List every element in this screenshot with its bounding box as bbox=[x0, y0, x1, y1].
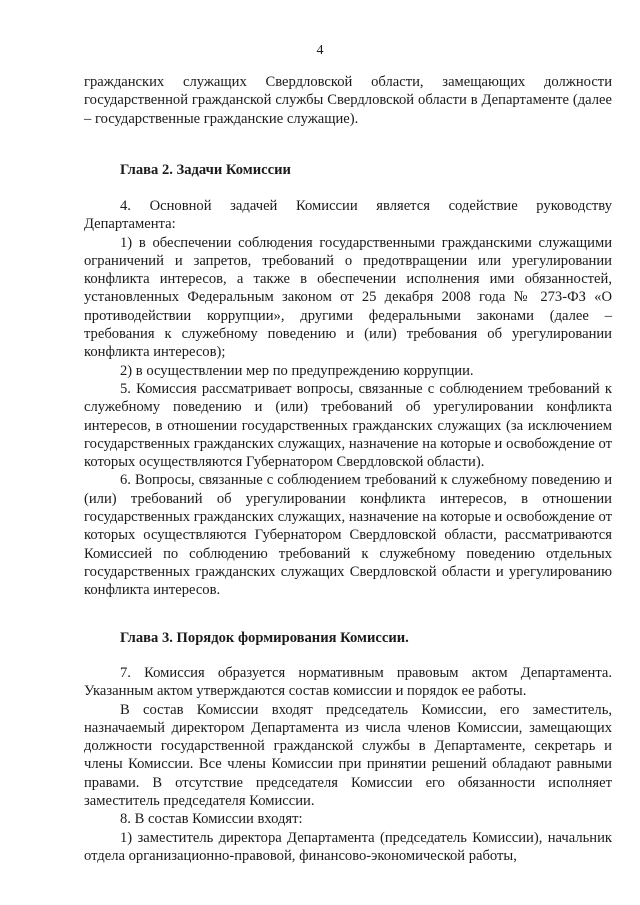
paragraph-7-continued: В состав Комиссии входят председатель Комиссии, его заместитель, назначаемый директором Департамента из числа членов Комиссии, замещающих должности государственной гражданской службы в Департаменте, секретарь и члены Комиссии. Все члены Комиссии при принятии решений обладают равными правами. В отсутствие председателя Комиссии его обязанности исполняет заместитель председателя Комиссии. bbox=[84, 701, 612, 810]
intro-paragraph-block bbox=[84, 73, 612, 128]
intro-paragraph: гражданских служащих Свердловской области, замещающих должности государственной гражданской службы Свердловской области в Департаменте (далее – государственные гражданские служащие). bbox=[84, 74, 612, 127]
chapter-2-body bbox=[84, 197, 612, 600]
paragraph-7: 7. Комиссия образуется нормативным правовым актом Департамента. Указанным актом утверждаются состав комиссии и порядок ее работы. bbox=[84, 665, 612, 700]
paragraph-8: 8. В состав Комиссии входят: bbox=[120, 811, 303, 828]
chapter-3-heading-block bbox=[84, 629, 612, 647]
paragraph-4-item-2: 2) в осуществлении мер по предупреждению коррупции. bbox=[120, 362, 474, 379]
paragraph-6: 6. Вопросы, связанные с соблюдением требований к служебному поведению и (или) требований об урегулировании конфликта интересов, в отношении государственных гражданских служащих, назначение на которые и освобождение от которых осуществляются Губернатором Свердловской области, рассматриваются Комиссией по соблюдению требований к служебному поведению отдельных государственных гражданских служащих Свердловской области и урегулированию конфликта интересов. bbox=[84, 472, 612, 599]
paragraph-4-item-1: 1) в обеспечении соблюдения государственными гражданскими служащими ограничений и запретов, требований о предотвращении или урегулировании конфликта интересов, а также в обеспечении исполнения ими обязанностей, установленных Федеральным законом от 25 декабря 2008 года № 273-ФЗ «О противодействии коррупции», другими федеральными законами (далее – требования к служебному поведению и (или) требования об урегулировании конфликта интересов); bbox=[84, 234, 612, 361]
paragraph-8-item-1: 1) заместитель директора Департамента (председатель Комиссии), начальник отдела организационно-правовой, финансово-экономической работы, bbox=[84, 829, 612, 864]
chapter-3-body bbox=[84, 664, 612, 865]
paragraph-5: 5. Комиссия рассматривает вопросы, связанные с соблюдением требований к служебному поведению и (или) требований об урегулировании конфликта интересов, в отношении государственных гражданских служащих (за исключением государственных гражданских служащих, назначение на которые и освобождение от которых осуществляются Губернатором Свердловской области). bbox=[84, 380, 612, 471]
chapter-3-heading: Глава 3. Порядок формирования Комиссии. bbox=[120, 630, 409, 646]
page-number: 4 bbox=[316, 43, 324, 58]
paragraph-4: 4. Основной задачей Комиссии является содействие руководству Департамента: bbox=[84, 198, 612, 233]
chapter-2-heading-block bbox=[84, 161, 612, 179]
chapter-2-heading: Глава 2. Задачи Комиссии bbox=[120, 162, 291, 178]
